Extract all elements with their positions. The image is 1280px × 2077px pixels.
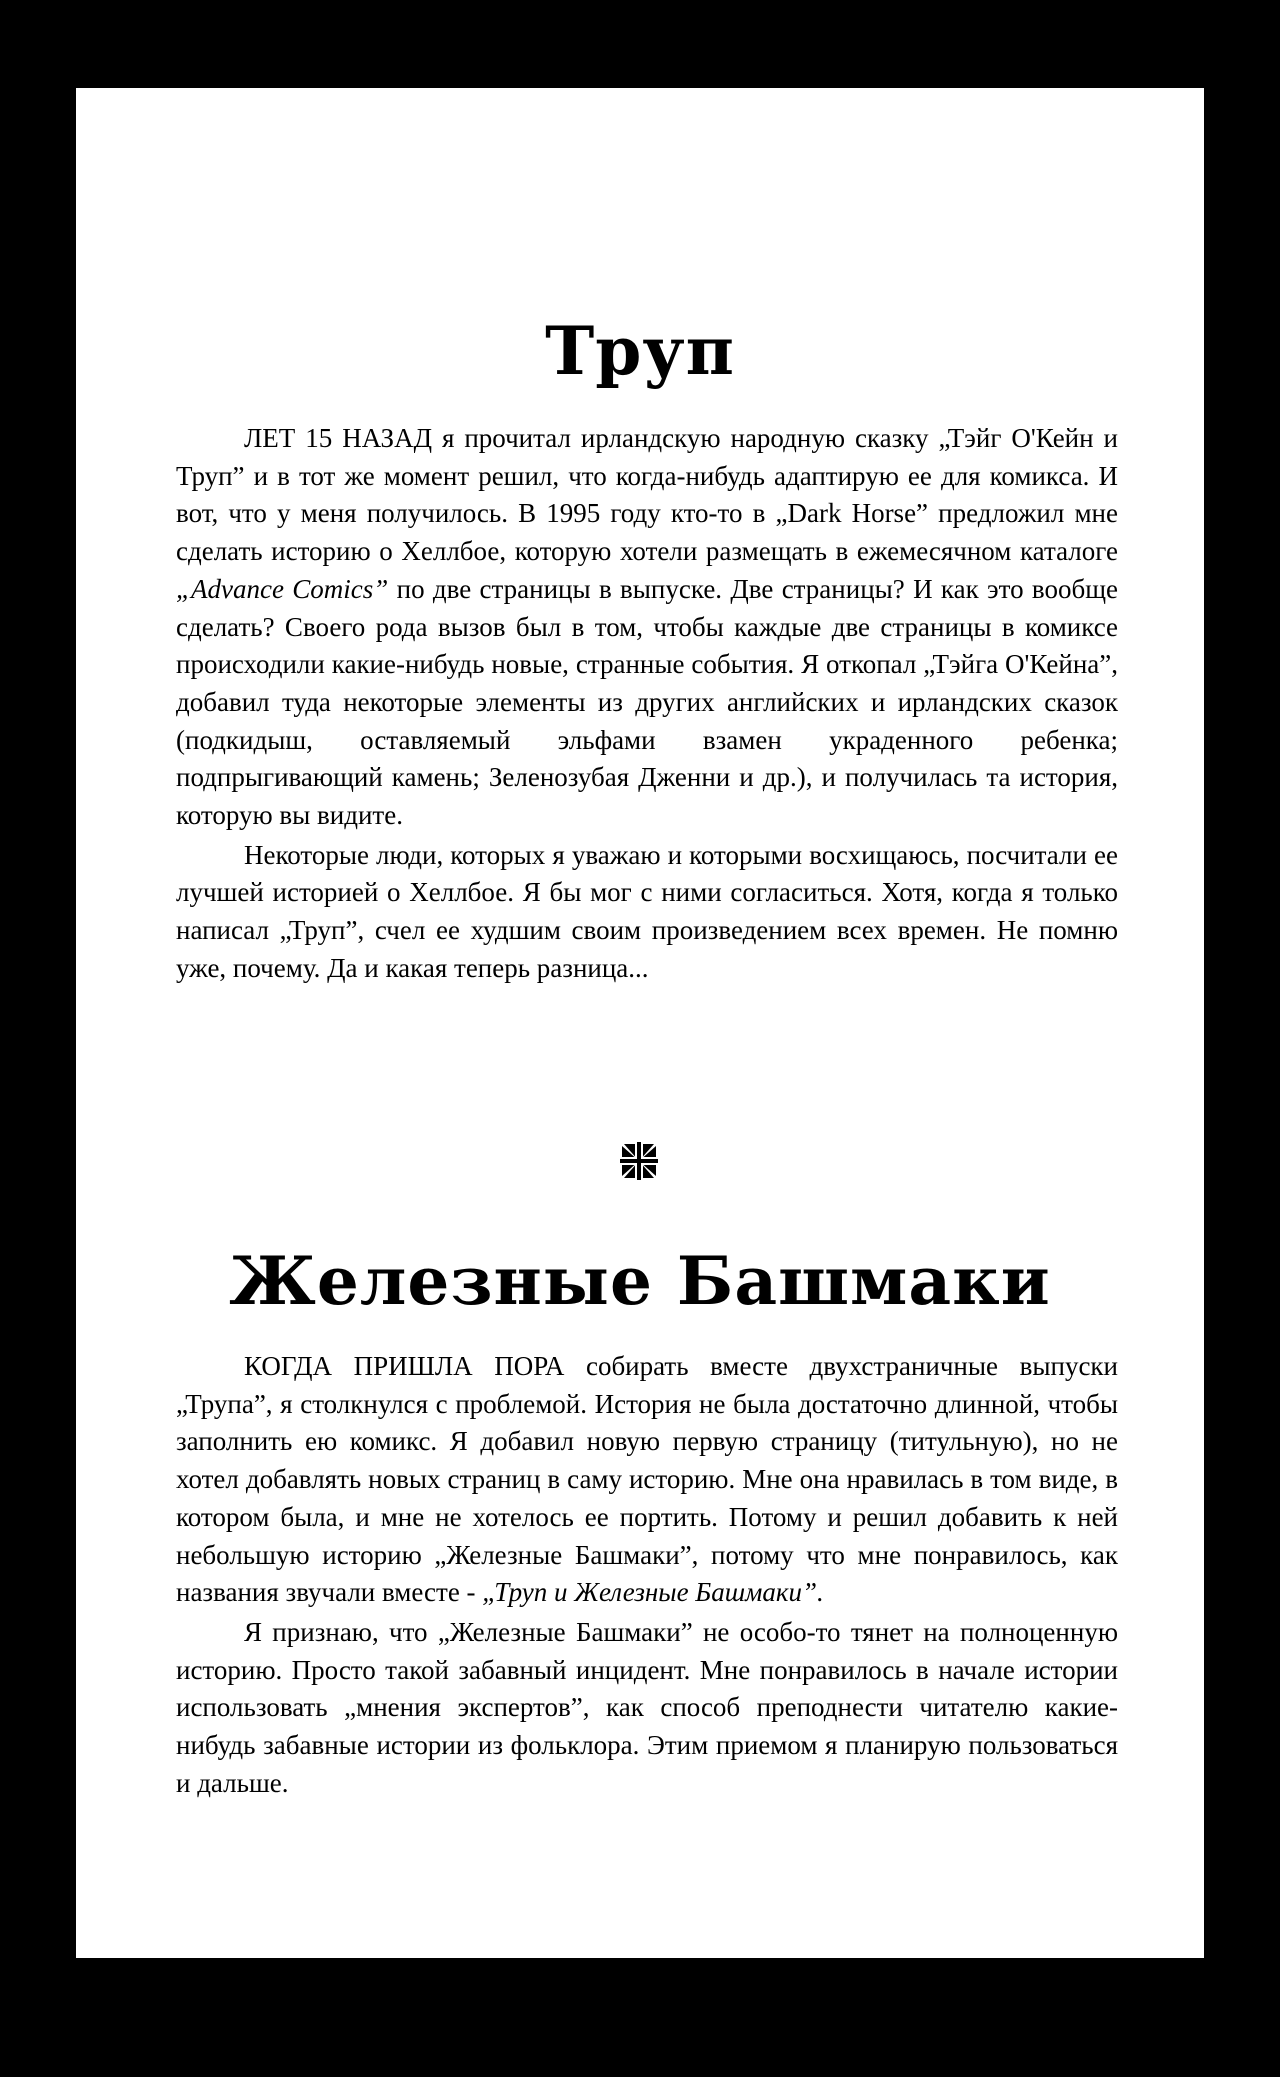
cross-pattee-icon	[618, 1140, 660, 1182]
paragraph: Я признаю, что „Железные Башмаки” не особо-то тянет на полноценную историю. Просто такой забавный инцидент. Мне понравилось в начале истории использовать „мнения экспертов”, как способ преподнести читателю какие-нибудь забавные истории из фольклора. Этим приемом я планирую пользоваться и дальше.	[176, 1616, 1118, 1798]
italic-title: „Труп и Железные Башмаки”.	[482, 1577, 824, 1608]
italic-title: „Advance Comics”	[176, 573, 389, 604]
book-page	[76, 88, 1204, 1958]
paragraph-text: по две страницы в выпуске. Две страницы? И как это вообще сделать? Своего рода вызов был в том, чтобы каждые две страницы в комиксе происходили какие-нибудь новые, странные события. Я откопал „Тэйга О'Кейна”, добавил туда некоторые элементы из других английских и ирландских сказок (подкидыш, оставляемый эльфами взамен украденного ребенка; подпрыгивающий камень; Зеленозубая Дженни и др.), и получилась та история, которую вы видите.	[176, 573, 1118, 831]
paragraph	[176, 1348, 1118, 1612]
section-body-trup	[176, 420, 1118, 990]
section-title-trup: Труп	[545, 312, 735, 390]
section-body-iron-shoes	[176, 1348, 1118, 1804]
paragraph	[176, 420, 1118, 835]
paragraph-text: ЛЕТ 15 НАЗАД я прочитал ирландскую народную сказку „Тэйг О'Кейн и Труп” и в тот же момент решил, что когда-нибудь адаптирую ее для комикса. И вот, что у меня получилось. В 1995 году кто-то в „Dark Horse” предложил мне сделать историю о Хеллбое, которую хотели размещать в ежемесячном каталоге	[176, 423, 1118, 567]
paragraph-text: КОГДА ПРИШЛА ПОРА собирать вместе двухстраничные выпуски „Трупа”, я столкнулся с проблемой. История не была достаточно длинной, чтобы заполнить ею комикс. Я добавил новую первую страницу (титульную), но не хотел добавлять новых страниц в саму историю. Мне она нравилась в том виде, в котором была, и мне не хотелось ее портить. Потому и решил добавить к ней небольшую историю „Железные Башмаки”, потому что мне понравилось, как названия звучали вместе -	[176, 1351, 1118, 1608]
paragraph: Некоторые люди, которых я уважаю и которыми восхищаюсь, посчитали ее лучшей историей о Хеллбое. Я бы мог с ними согласиться. Хотя, когда я только написал „Труп”, счел ее худшим своим произведением всех времен. Не помню уже, почему. Да и какая теперь разница...	[176, 839, 1118, 983]
section-title-iron-shoes: Железные Башмаки	[229, 1242, 1051, 1320]
